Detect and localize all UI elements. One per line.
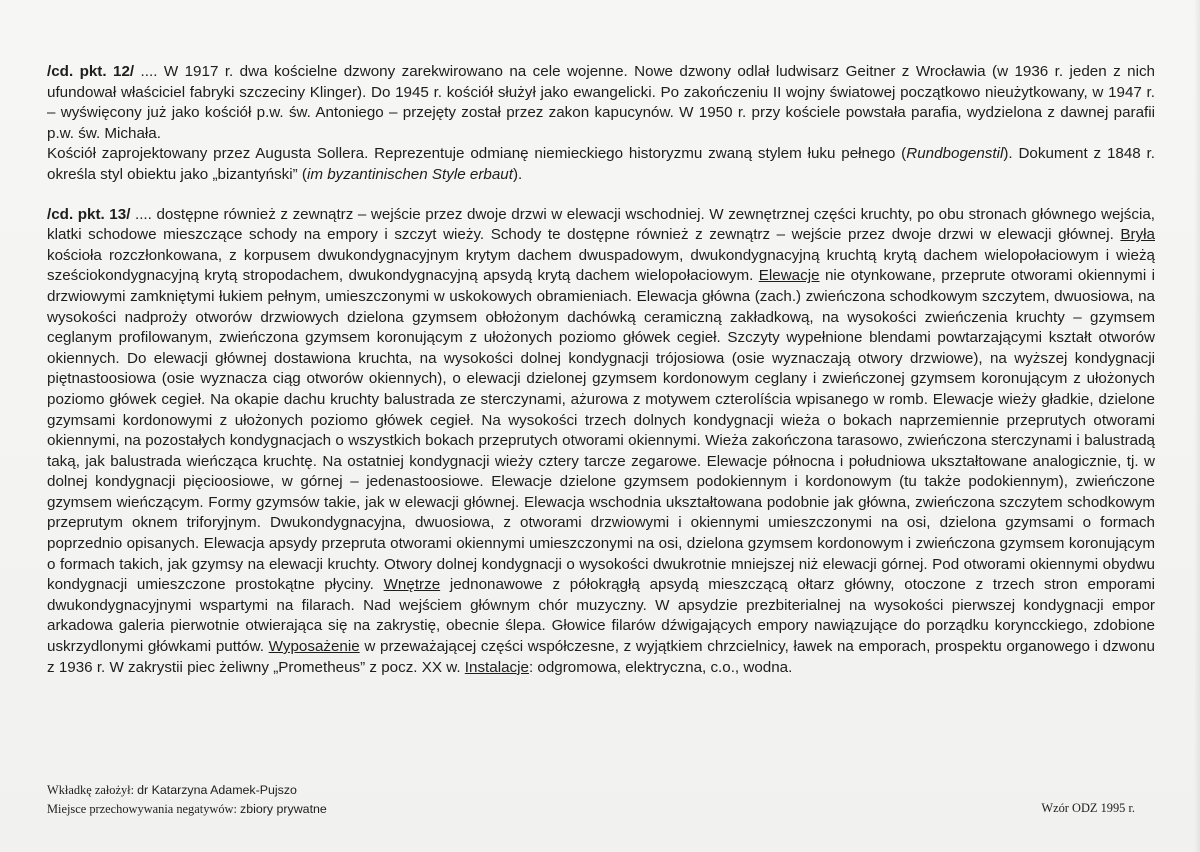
scan-edge-shadow: [1194, 0, 1200, 852]
footer-author-line: [47, 781, 327, 800]
term-bryla: Bryła: [1120, 226, 1155, 244]
style-text-3: ).: [512, 165, 523, 183]
p13-text-3: nie otynkowane, przeprute otworami okiennymi i drzwiowymi zamkniętymi łukiem pełnym, umieszczonymi w uskokowych obramieniach. Elewacja główna (zach.) zwieńczona schodkowym szczytem, dwuosiowa, na wysokości nadproży otworów drzwiowych dzielona gzymsem obłożonym dachówką ceramiczną zakładkową, na wysokości zwieńczenia kruchty – gzymsem ceglanym profilowanym, zwieńczona gzymsem koronującym z ułożonych poziomo główek cegieł. Szczyty wypełnione blendami powtarzającymi kształt otworów okiennych. Do elewacji głównej dostawiona kruchta, na wysokości dolnej kondygnacji trójosiowa (osie wyznaczają otwory drzwiowe), na wyższej kondygnacji piętnastoosiowa (osie wyznacza ciąg otworów okiennych), o elewacji dzielonej gzymsem kordonowym ceglany i zwieńczonej gzymsem koronującym z ułożonych poziomo główek cegieł. Na okapie dachu kruchty balustrada ze sterczynami, ażurowa z motywem czterolíścia wpisanego w romb. Elewacje wieży gładkie, dzielone gzymsami kordonowymi z ułożonych poziomo główek cegieł. Na wysokości trzech dolnych kondygnacji wieża o bokach naprzemiennie przeprutych otworami okiennymi, na pozostałych kondygnacjach o wszystkich bokach przeprutych otworami okiennymi. Wieża zakończona tarasowo, zwieńczona sterczynami i balustradą taką, jak balustrada wieńcząca kruchtę. Na ostatniej kondygnacji wieży cztery tarcze zegarowe. Elewacje północna i południowa ukształtowane analogicznie, tj. w dolnej kondygnacji pięcioosiowe, w górnej – jedenastoosiowe. Elewacje dzielone gzymsem podokiennym i kordonowym (tu także podokiennym), zwieńczone gzymsem wieńczącym. Formy gzymsów takie, jak w elewacji głównej. Elewacja wschodnia ukształtowana podobnie jak główna, zwieńczona szczytem schodkowym przeprutym oknem triforyjnym. Dwukondygnacyjna, dwuosiowa, z otworami drzwiowymi i okiennymi umieszczonymi na osi, dzielona gzymsami o formach poprzednio opisanych. Elewacja apsydy przepruta otworami okiennymi umieszczonymi na osi, dzielona gzymsem kordonowym i zwieńczona gzymsem koronującym o formach takich, jak gzymsy na elewacji kruchty. Otwory dolnej kondygnacji o wysokości dwukrotnie mniejszej niż elewacji górnej. Pod otworami okiennymi obydwu kondygnacji umieszczone prostokątne płyciny.: [47, 267, 1155, 594]
paragraph-gap: [47, 186, 1155, 205]
p13-text-2: kościoła rozczłonkowana, z korpusem dwukondygnacyjnym krytym dachem dwuspadowym, dwukondygnacyjną kruchtą krytą dachem wielopołaciowym i wieżą sześciokondygnacyjną krytą stropodachem, dwukondygnacyjną apsydą krytą dachem wielopołaciowym.: [47, 246, 1155, 285]
style-quote-german: im byzantinischen Style erbaut: [306, 165, 513, 183]
footer-storage-line: [47, 800, 327, 819]
storage-label: Miejsce przechowywania negatywów:: [47, 802, 241, 816]
paragraph-12-text: .... W 1917 r. dwa kościelne dzwony zarekwirowano na cele wojenne. Nowe dzwony odlał ludwisarz Geitner z Wrocławia (w 1936 r. jeden z nich ufundował właściciel fabryki szczeciny Klinger). Do 1945 r. kościół służył jako ewangelicki. Po zakończeniu II wojny światowej początkowo nieużytkowany, w 1947 r. – wyświęcony już jako kościół p.w. św. Antoniego – przejęty został przez zakon kapucynów. W 1950 r. przy kościele powstała parafia, wydzielona z dawnej parafii p.w. św. Michała.: [47, 63, 1155, 142]
term-wnetrze: Wnętrze: [383, 576, 441, 594]
term-elewacje: Elewacje: [758, 267, 820, 285]
section-ref-12: /cd. pkt. 12/: [47, 63, 135, 80]
storage-value: zbiory prywatne: [240, 802, 327, 816]
paragraph-style-description: [47, 144, 1155, 185]
footer-credits: [47, 781, 327, 819]
p13-text-4: jednonawowe z półokrągłą apsydą mieszczącą ołtarz główny, otoczone z trzech stron emporami dwukondygnacyjnymi wspartymi na filarach. Nad wejściem głównym chór muzyczny. W apsydzie prezbiterialnej na wysokości pierwszej kondygnacji empor arkadowa galeria pierwotnie otwierająca się na zakrystię, obecnie ślepa. Głowice filarów dźwigających empory nawiązujące do porządku koryncckiego, zdobione uskrzydlonymi główkami puttów.: [47, 576, 1155, 656]
style-term-rundbogenstil: Rundbogenstil: [906, 145, 1004, 163]
p13-text-5: w przeważającej części współczesne, z wyjątkiem chrzcielnicy, ławek na emporach, prospektu organowego i dzwonu z 1936 r. W zakrystii piec żeliwny „Prometheus” z pocz. XX w.: [47, 638, 1155, 676]
p13-text-1: .... dostępne również z zewnątrz – wejście przez dwoje drzwi w elewacji wschodniej. W zewnętrznej części kruchty, po obu stronach głównego wejścia, klatki schodowe mieszczące schody na empory i szczyt wieży. Schody te dostępne również z zewnątrz – wejście przez dwoje drzwi w elewacji głównej.: [47, 205, 1155, 244]
paragraph-point-12: [47, 62, 1155, 144]
term-wyposazenie: Wyposażenie: [268, 638, 360, 656]
section-ref-13: /cd. pkt. 13/: [47, 205, 131, 223]
paragraph-point-13: [47, 205, 1155, 679]
term-instalacje: Instalacje: [464, 658, 529, 676]
style-text-1: Kościół zaprojektowany przez Augusta Sollera. Reprezentuje odmianę niemieckiego historyzmu zwaną stylem łuku pełnego (: [47, 145, 907, 163]
author-label: Wkładkę założył:: [47, 783, 138, 797]
form-template-label: Wzór ODZ 1995 r.: [1041, 801, 1135, 815]
style-text-2: ). Dokument z 1848 r. określa styl obiektu jako „bizantyński” (: [47, 145, 1156, 183]
author-value: dr Katarzyna Adamek-Pujszo: [137, 783, 297, 797]
document-body: [47, 62, 1155, 678]
p13-text-6: : odgromowa, elektryczna, c.o., wodna.: [528, 658, 793, 676]
